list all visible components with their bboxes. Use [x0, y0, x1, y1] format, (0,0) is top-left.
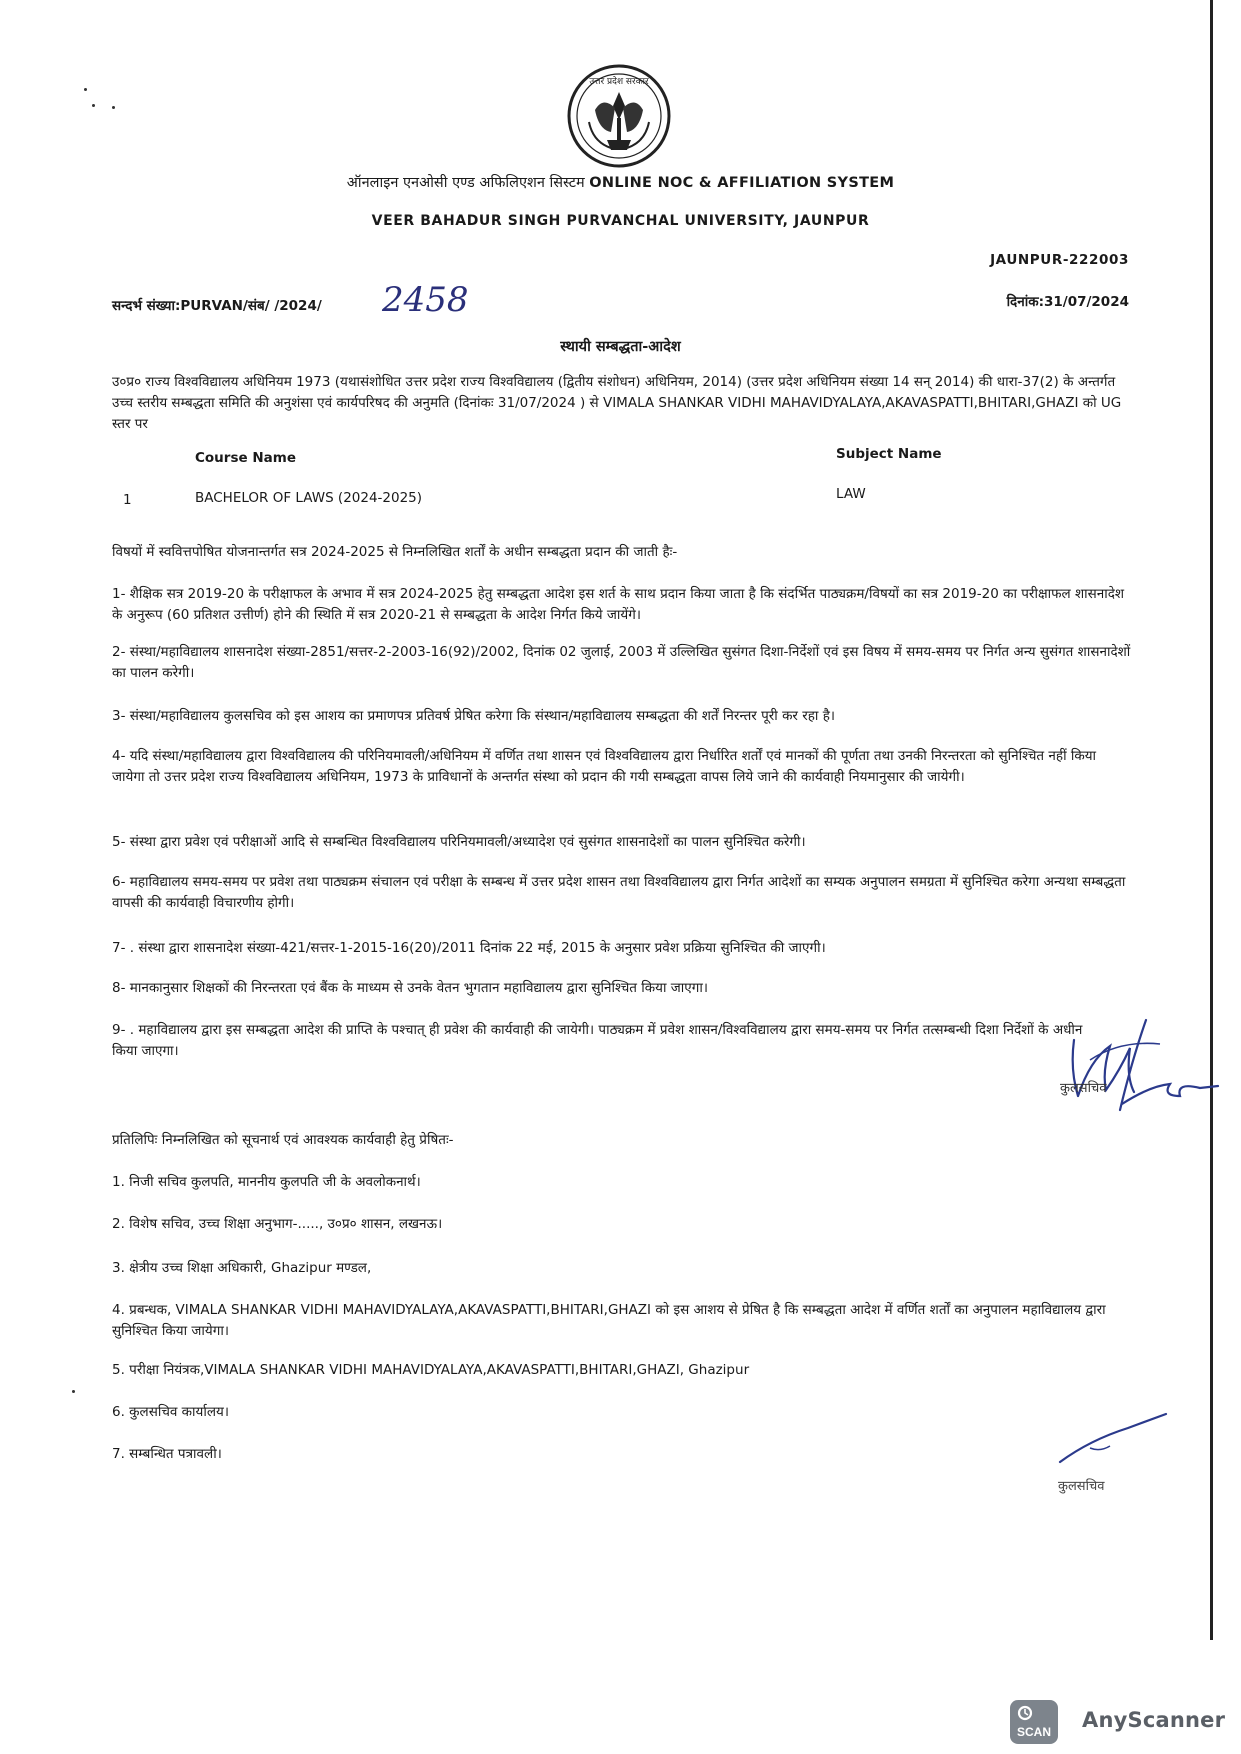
pincode: JAUNPUR-222003 [990, 252, 1129, 268]
scan-speck [72, 1390, 75, 1393]
system-heading [0, 172, 1241, 192]
copy-item-2: 2. विशेष सचिव, उच्च शिक्षा अनुभाग-....., उ०प्र० शासन, लखनऊ। [112, 1216, 443, 1232]
system-heading-hindi: ऑनलाइन एनओसी एण्ड अफिलिएशन सिस्टम [346, 175, 585, 191]
order-date: दिनांक:31/07/2024 [1006, 294, 1129, 310]
copy-item-5: 5. परीक्षा नियंत्रक,VIMALA SHANKAR VIDHI MAHAVIDYALAYA,AKAVASPATTI,BHITARI,GHAZI, Ghazipur [112, 1362, 750, 1378]
condition-2: 2- संस्था/महाविद्यालय शासनादेश संख्या-2851/सत्तर-2-2003-16(92)/2002, दिनांक 02 जुलाई, 2003 में उल्लिखित सुसंगत दिशा-निर्देशों एवं इस विषय में समय-समय पर निर्गत अन्य सुसंगत शासनादेशों का पालन करेगी। [112, 644, 1131, 681]
signatory-title: कुलसचिव [1060, 1081, 1107, 1096]
condition-7: 7- . संस्था द्वारा शासनादेश संख्या-421/सत्तर-1-2015-16(20)/2011 दिनांक 22 मई, 2015 के अनुसार प्रवेश प्रक्रिया सुनिश्चित की जाएगी। [112, 940, 826, 956]
course-name-header: Course Name [195, 450, 296, 466]
scanner-app-icon [1010, 1700, 1058, 1744]
condition-3: 3- संस्था/महाविद्यालय कुलसचिव को इस आशय का प्रमाणपत्र प्रतिवर्ष प्रेषित करेगा कि संस्थान/महाविद्यालय सम्बद्धता की शर्तें निरन्तर पूरी कर रहा है। [112, 708, 836, 724]
scan-edge-line [1210, 0, 1213, 1640]
copy-item-4: 4. प्रबन्धक, VIMALA SHANKAR VIDHI MAHAVIDYALAYA,AKAVASPATTI,BHITARI,GHAZI को इस आशय से प्रेषित है कि सम्बद्धता आदेश में वर्णित शर्तों का अनुपालन महाविद्यालय द्वारा सुनिश्चित किया जायेगा। [112, 1302, 1106, 1339]
condition-5: 5- संस्था द्वारा प्रवेश एवं परीक्षाओं आदि से सम्बन्धित विश्वविद्यालय परिनियमावली/अध्यादेश एवं सुसंगत शासनादेशों का पालन सुनिश्चित करेगी। [112, 834, 806, 850]
reference-number-label: सन्दर्भ संख्या:PURVAN/संब/ /2024/ [112, 298, 322, 314]
condition-9: 9- . महाविद्यालय द्वारा इस सम्बद्धता आदेश की प्राप्ति के पश्चात् ही प्रवेश की कार्यवाही की जायेगी। पाठ्यक्रम में प्रवेश शासन/विश्वविद्यालय द्वारा समय-समय पर निर्गत तत्सम्बन्धी दिशा निर्देशों के अधीन किया जाएगा। [112, 1022, 1083, 1059]
intro-paragraph: उ०प्र० राज्य विश्वविद्यालय अधिनियम 1973 (यथासंशोधित उत्तर प्रदेश राज्य विश्वविद्यालय (द्वितीय संशोधन) अधिनियम, 2014) (उत्तर प्रदेश अधिनियम संख्या 14 सन् 2014) की धारा-37(2) के अन्तर्गत उच्च स्तरीय सम्बद्धता समिति की अनुशंसा एवं कार्यपरिषद की अनुमति (दिनांकः 31/07/2024 ) से VIMALA SHANKAR VIDHI MAHAVIDYALAYA,AKAVASPATTI,BHITARI,GHAZI को UG स्तर पर [112, 374, 1122, 432]
handwritten-reference-number: 2458 [382, 280, 469, 320]
bottom-signatory-title: कुलसचिव [1058, 1479, 1105, 1494]
copy-item-1: 1. निजी सचिव कुलपति, माननीय कुलपति जी के अवलोकनार्थ। [112, 1174, 421, 1190]
scan-speck [84, 88, 87, 91]
copy-item-3: 3. क्षेत्रीय उच्च शिक्षा अधिकारी, Ghazipur मण्डल, [112, 1260, 372, 1276]
scanner-badge-text: SCAN [1016, 1725, 1052, 1739]
condition-1: 1- शैक्षिक सत्र 2019-20 के परीक्षाफल के अभाव में सत्र 2024-2025 हेतु सम्बद्धता आदेश इस शर्त के साथ प्रदान किया जाता है कि संदर्भित पाठ्यक्रम/विषयों का सत्र 2019-20 का परीक्षाफल शासनादेश के अनुरूप (60 प्रतिशत उत्तीर्ण) होने की स्थिति में सत्र 2020-21 से सम्बद्धता के आदेश निर्गत किये जायेंगे। [112, 586, 1125, 623]
course-name-cell: BACHELOR OF LAWS (2024-2025) [195, 490, 423, 506]
system-heading-english: ONLINE NOC & AFFILIATION SYSTEM [589, 175, 895, 191]
registrar-signature [1050, 1000, 1220, 1130]
university-name: VEER BAHADUR SINGH PURVANCHAL UNIVERSITY, JAUNPUR [371, 213, 870, 229]
subject-name-cell: LAW [836, 486, 866, 502]
conditions-intro: विषयों में स्ववित्तपोषित योजनान्तर्गत सत्र 2024-2025 से निम्नलिखित शर्तों के अधीन सम्बद्धता प्रदान की जाती हैः- [112, 544, 678, 560]
copy-item-6: 6. कुलसचिव कार्यालय। [112, 1404, 229, 1420]
condition-4: 4- यदि संस्था/महाविद्यालय द्वारा विश्वविद्यालय की परिनियमावली/अधिनियम में वर्णित तथा शासन एवं विश्वविद्यालय द्वारा निर्धारित शर्तों एवं मानकों की पूर्णता तथा उनकी निरन्तरता को सुनिश्चित नहीं किया जायेगा तो उत्तर प्रदेश राज्य विश्वविद्यालय अधिनियम, 1973 के प्राविधानों के अन्तर्गत संस्था को प्रदान की गयी सम्बद्धता वापस लिये जाने की कार्यवाही नियमानुसार की जायेगी। [112, 748, 1097, 785]
order-title: स्थायी सम्बद्धता-आदेश [560, 339, 681, 355]
condition-6: 6- महाविद्यालय समय-समय पर प्रवेश तथा पाठ्यक्रम संचालन एवं परीक्षा के सम्बन्ध में उत्तर प्रदेश शासन तथा विश्वविद्यालय द्वारा निर्गत आदेशों का सम्यक अनुपालन समग्रता में सुनिश्चित करेगा अन्यथा सम्बद्धता वापसी की कार्यवाही विचारणीय होगी। [112, 874, 1126, 911]
bottom-signature [1050, 1400, 1180, 1470]
scan-speck [112, 106, 115, 109]
scanner-app-label: AnyScanner [1082, 1708, 1226, 1732]
emblem-text: उत्तर प्रदेश सरकार [589, 77, 649, 87]
copy-intro: प्रतिलिपिः निम्नलिखित को सूचनार्थ एवं आवश्यक कार्यवाही हेतु प्रेषितः- [112, 1132, 454, 1148]
copy-item-7: 7. सम्बन्धित पत्रावली। [112, 1446, 222, 1462]
row-serial: 1 [123, 492, 132, 508]
scan-speck [92, 104, 95, 107]
subject-name-header: Subject Name [836, 446, 942, 462]
condition-8: 8- मानकानुसार शिक्षकों की निरन्तरता एवं बैंक के माध्यम से उनके वेतन भुगतान महाविद्यालय द्वारा सुनिश्चित किया जाएगा। [112, 980, 708, 996]
